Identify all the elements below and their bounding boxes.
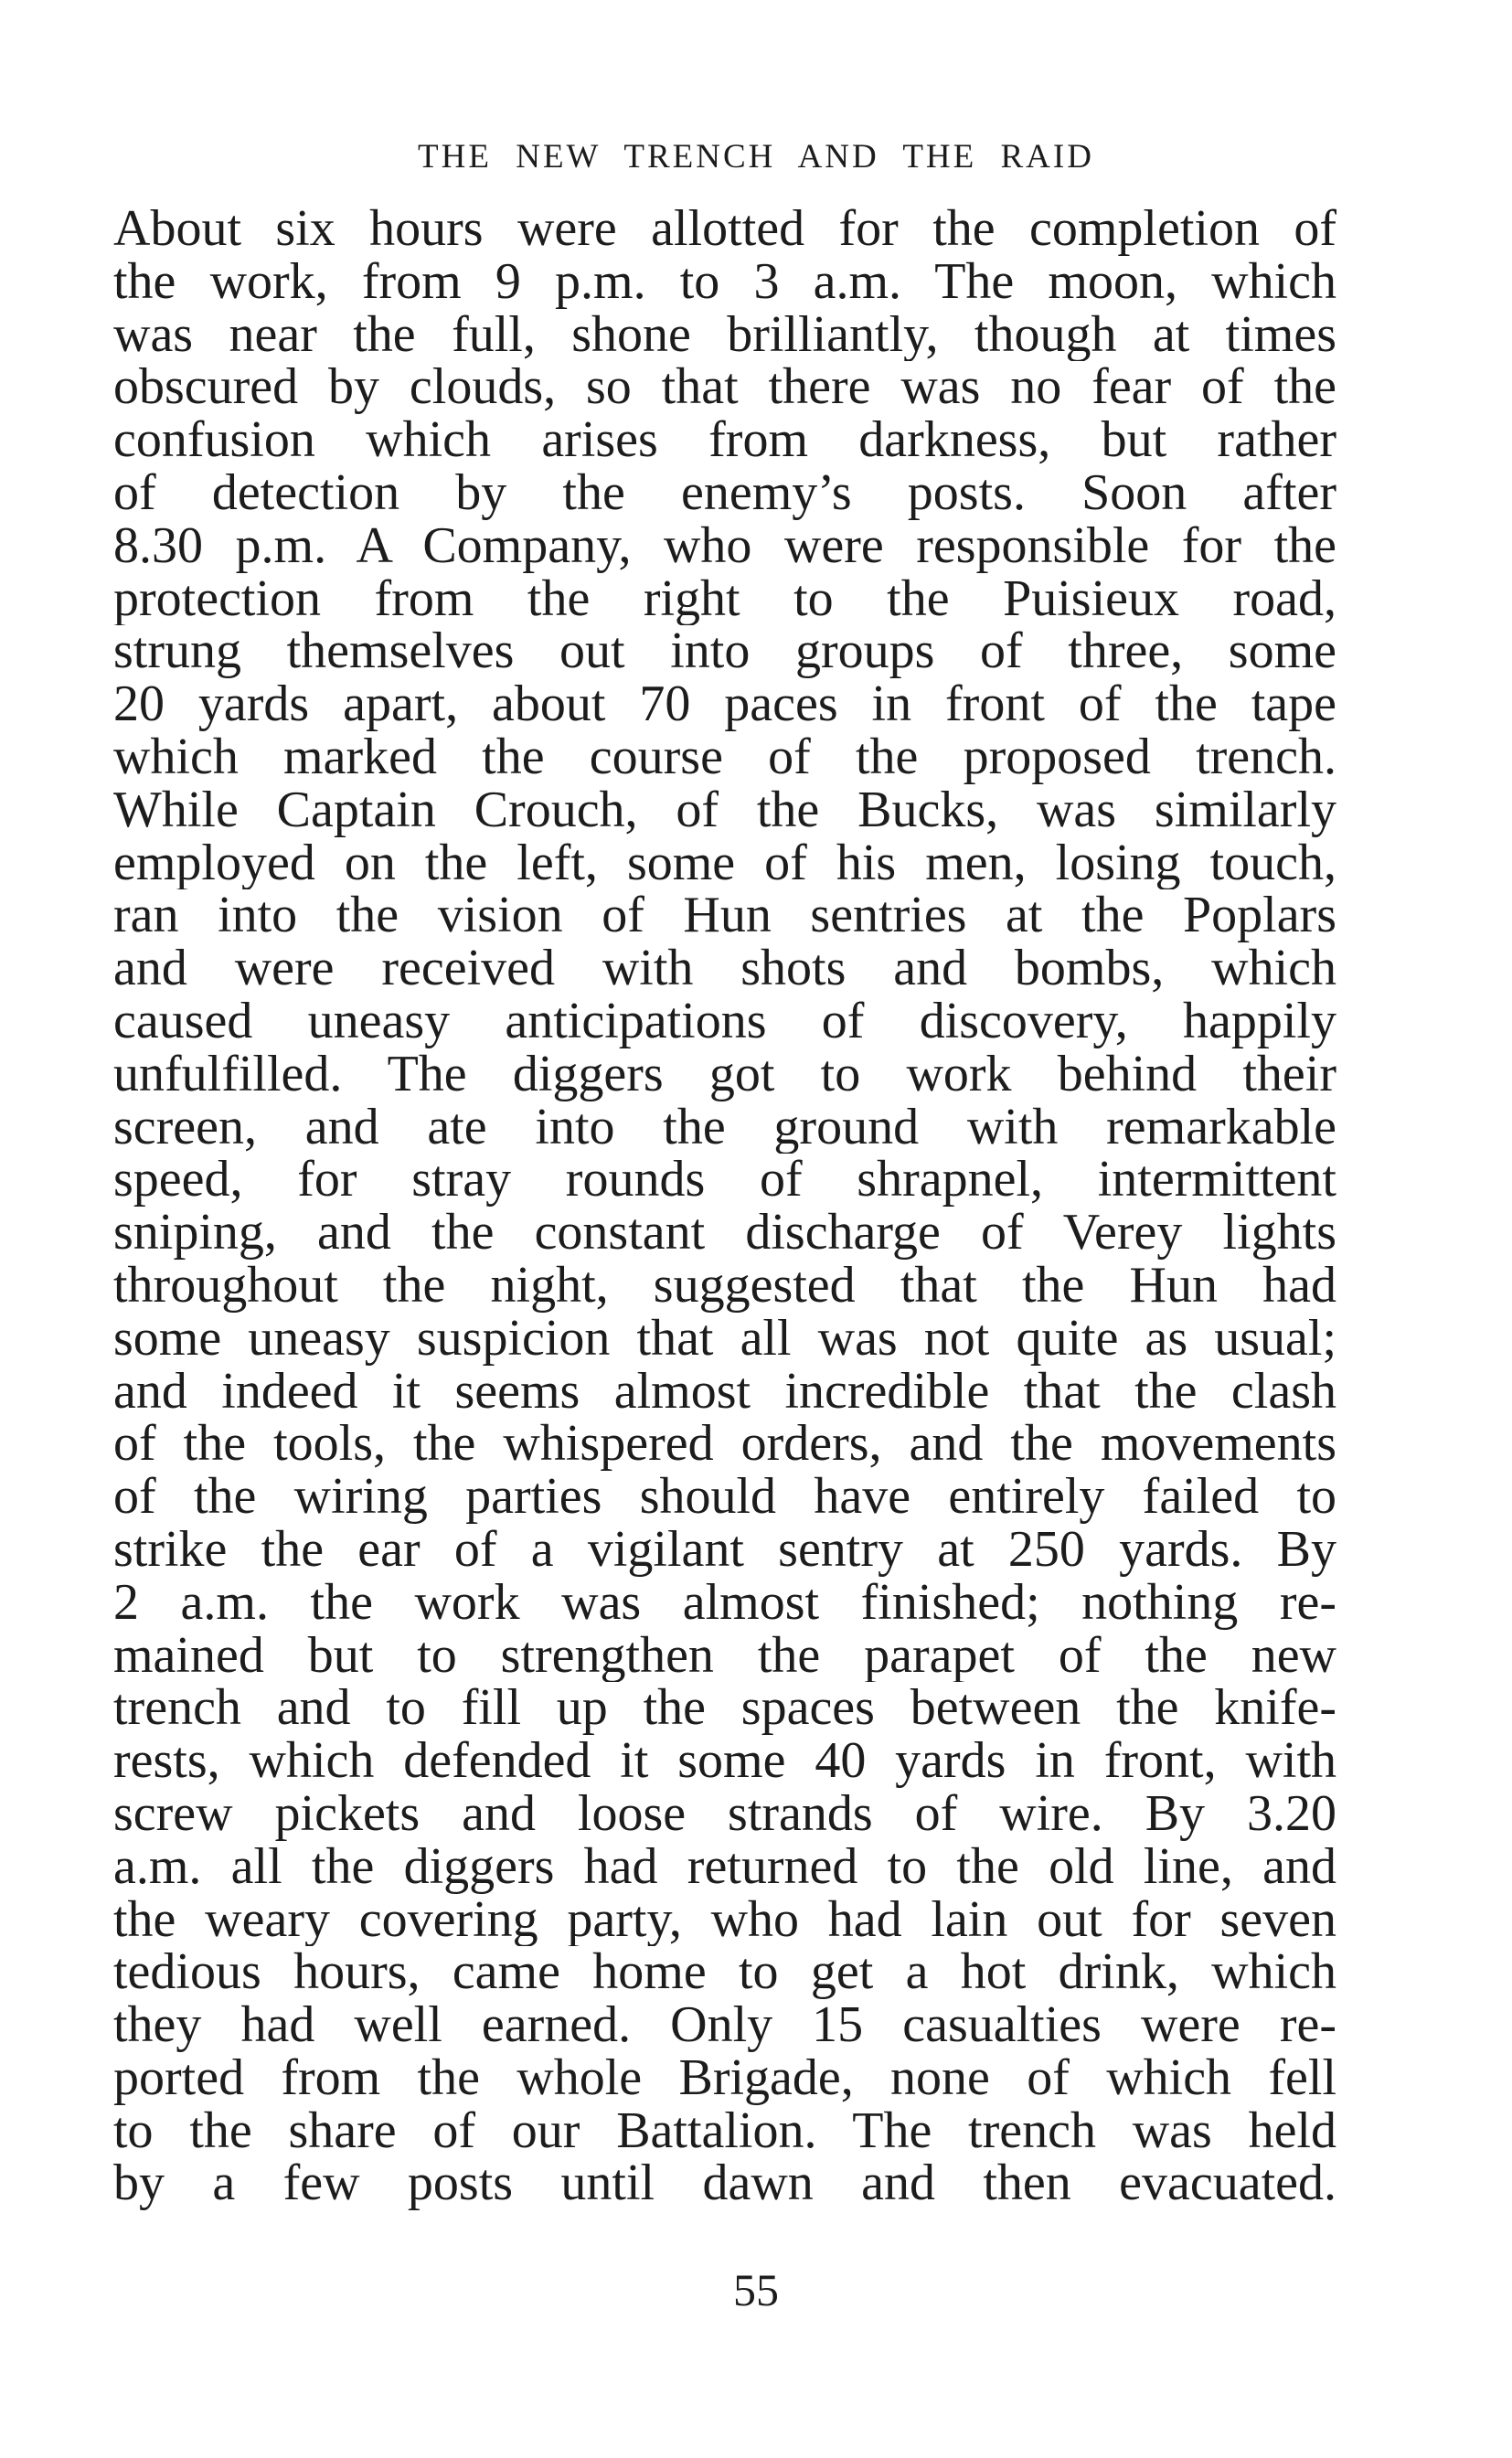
text-line: trench and to fill up the spaces between the knife- [113,1682,1336,1736]
text-line: by a few posts until dawn and then evacuated. [113,2157,1336,2211]
text-line: obscured by clouds, so that there was no fear of the [113,361,1336,415]
text-line: throughout the night, suggested that the Hun had [113,1259,1336,1313]
text-line: strike the ear of a vigilant sentry at 250 yards. By [113,1523,1336,1577]
text-line: tedious hours, came home to get a hot drink, which [113,1946,1336,2000]
text-line: unfulfilled. The diggers got to work behind their [113,1048,1336,1101]
text-line: mained but to strengthen the parapet of the new [113,1629,1336,1683]
text-line: and were received with shots and bombs, which [113,942,1336,995]
text-line: ported from the whole Brigade, none of which fell [113,2051,1336,2105]
text-line: to the share of our Battalion. The trench was held [113,2104,1336,2158]
text-line: a.m. all the diggers had returned to the old line, and [113,1840,1336,1894]
running-head: THE NEW TRENCH AND THE RAID [418,138,1094,176]
text-line: strung themselves out into groups of three, some [113,625,1336,679]
text-line: which marked the course of the proposed trench. [113,730,1336,784]
text-line: the weary covering party, who had lain out for seven [113,1893,1336,1947]
text-line: the work, from 9 p.m. to 3 a.m. The moon, which [113,255,1336,309]
text-line: was near the full, shone brilliantly, though at times [113,308,1336,362]
text-line: protection from the right to the Puisieux road, [113,572,1336,626]
text-line: sniping, and the constant discharge of Verey lights [113,1207,1336,1260]
text-line: caused uneasy anticipations of discovery, happily [113,995,1336,1048]
text-line: confusion which arises from darkness, but rather [113,414,1336,467]
text-line: ran into the vision of Hun sentries at the Poplars [113,889,1336,943]
text-line: 2 a.m. the work was almost finished; nothing re- [113,1576,1336,1630]
body-text [113,203,1336,2210]
page-number: 55 [733,2264,779,2315]
text-line: they had well earned. Only 15 casualties were re- [113,1999,1336,2052]
text-line: some uneasy suspicion that all was not quite as usual; [113,1312,1336,1366]
text-line: and indeed it seems almost incredible that the clash [113,1365,1336,1419]
text-line: of the tools, the whispered orders, and the movements [113,1418,1336,1472]
text-line: 8.30 p.m. A Company, who were responsible for the [113,519,1336,573]
text-line: speed, for stray rounds of shrapnel, intermittent [113,1154,1336,1208]
text-line: of the wiring parties should have entirely failed to [113,1471,1336,1524]
text-line: rests, which defended it some 40 yards in front, with [113,1735,1336,1788]
text-line: screen, and ate into the ground with remarkable [113,1101,1336,1155]
text-line: About six hours were allotted for the completion of [113,203,1336,256]
text-line: While Captain Crouch, of the Bucks, was similarly [113,783,1336,837]
text-line: employed on the left, some of his men, losing touch, [113,836,1336,890]
text-line: 20 yards apart, about 70 paces in front of the tape [113,678,1336,731]
text-line: screw pickets and loose strands of wire. By 3.20 [113,1787,1336,1841]
text-line: of detection by the enemy’s posts. Soon after [113,466,1336,520]
